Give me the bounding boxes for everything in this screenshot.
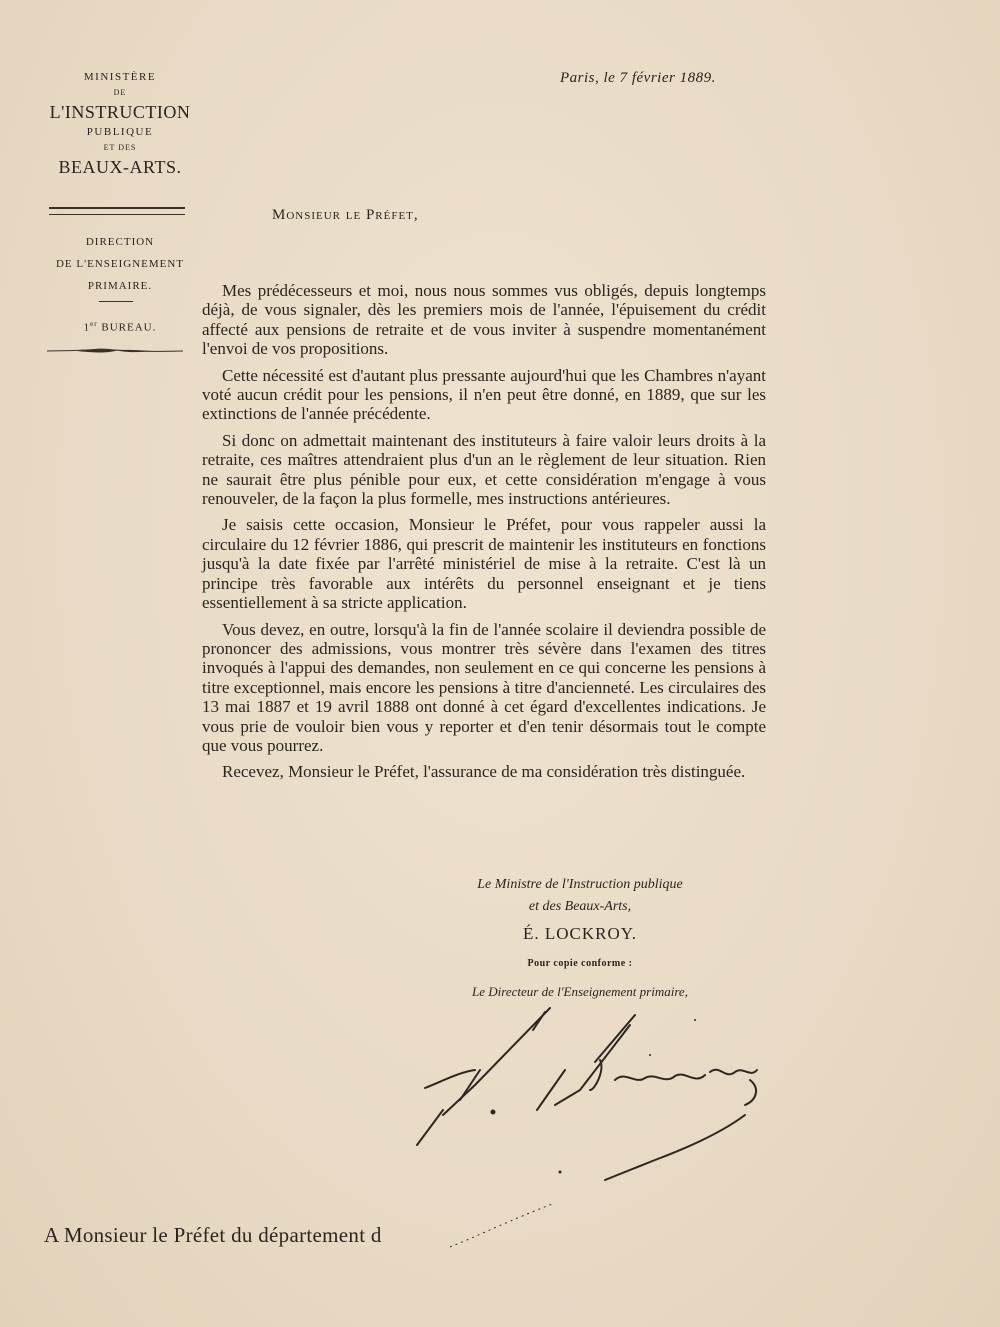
copy-note: Pour copie conforme : — [527, 958, 633, 969]
bureau-superscript: er — [90, 320, 98, 328]
dotted-line-icon — [440, 1195, 570, 1255]
letterhead-double-rule — [49, 207, 185, 215]
paragraph: Vous devez, en outre, lorsqu'à la fin de l'année scolaire il deviendra possible de prononcer des admissions, vous montrer très sévère dans l'examen des titres invoqués à l'appui des demandes, non seulement en ce qui concerne les pensions à titre exceptionnel, mais encore les pensions à titre d'ancienneté. Les circulaires des 13 mai 1887 et 19 avril 1888 ont donné à cet égard d'excellentes indications. Je vous prie de vouloir bien vous y reporter et d'en tenir désormais tout le compte que vous pourrez. — [202, 619, 766, 755]
department-heading — [40, 231, 200, 297]
paragraph: Recevez, Monsieur le Préfet, l'assurance de ma considération très distinguée. — [222, 762, 746, 782]
bureau-text: BUREAU. — [97, 321, 157, 334]
handwritten-signature-icon — [405, 1000, 785, 1200]
letterhead-line: BEAUX-ARTS. — [58, 157, 182, 177]
director-title: Le Directeur de l'Enseignement primaire, — [472, 984, 688, 999]
paragraph: Cette nécessité est d'autant plus pressante aujourd'hui que les Chambres n'ayant voté aucun crédit pour les pensions, il n'en peut être donné, en 1889, que sur les extinctions de l'année précédente. — [202, 365, 766, 424]
minister-name: É. LOCKROY. — [522, 924, 638, 943]
letterhead-line: MINISTÈRE — [83, 71, 157, 83]
paragraph: Si donc on admettait maintenant des instituteurs à faire valoir leurs droits à la retraite, ces maîtres attendraient plus d'un an le règlement de leur situation. Rien ne saurait être plus pénible pour eux, et cette considération m'engage à vous renouveler, de la façon la plus formelle, mes instructions antérieures. — [202, 430, 766, 509]
ornamental-rule-icon — [47, 345, 183, 357]
minister-title-cont: et des Beaux-Arts, — [528, 899, 632, 914]
bureau-label — [40, 320, 200, 334]
department-line: DIRECTION — [85, 236, 155, 248]
minister-title: Le Ministre de l'Instruction publique — [477, 877, 683, 892]
paragraph: Je saisis cette occasion, Monsieur le Préfet, pour vous rappeler aussi la circulaire du 12 février 1886, qui prescrit de maintenir les instituteurs en fonctions jusqu'à la date fixée par l'arrêté ministériel de mise à la retraite. C'est là un principe très favorable aux intérêts du personnel enseignant et je tiens essentiellement à sa stricte application. — [202, 515, 766, 613]
letter-body — [202, 281, 766, 789]
department-divider — [99, 301, 133, 302]
ministry-letterhead — [40, 66, 200, 180]
paragraph: Mes prédécesseurs et moi, nous nous sommes vus obligés, depuis longtemps déjà, de vous signaler, dès les premiers mois de l'année, l'épuisement du crédit affecté aux pensions de retraite et de vous inviter à suspendre momentanément l'envoi de vos propositions. — [202, 281, 766, 359]
letterhead-line: ET DES — [103, 143, 137, 152]
dateline: Paris, le 7 février 1889. — [560, 70, 716, 86]
department-line: DE L'ENSEIGNEMENT — [55, 258, 185, 270]
department-line: PRIMAIRE. — [87, 280, 153, 292]
letterhead-line: DE — [113, 88, 127, 97]
bureau-number: 1 — [83, 321, 91, 334]
letterhead-line: L'INSTRUCTION — [49, 102, 191, 122]
salutation: Monsieur le Préfet, — [272, 207, 419, 223]
recipient-address: A Monsieur le Préfet du département d — [44, 1223, 382, 1247]
letterhead-line: PUBLIQUE — [86, 126, 154, 138]
